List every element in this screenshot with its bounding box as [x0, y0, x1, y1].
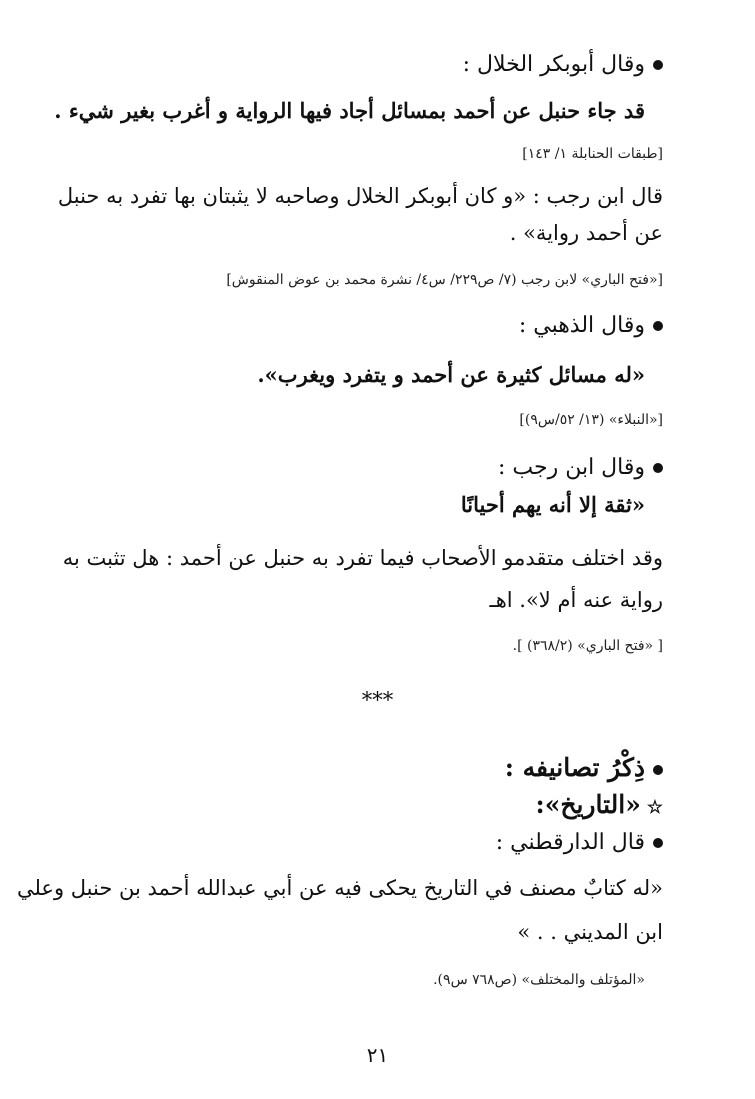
- bullet-dot-icon: [653, 321, 663, 331]
- dhahabi-heading: [86, 313, 663, 339]
- bullet-dot-icon: [653, 60, 663, 70]
- daraqutni-heading-text: قال الدارقطني :: [495, 830, 645, 855]
- ikhtilaf-line-2: رواية عنه أم لا». اهـ: [489, 588, 663, 612]
- khallal-heading-text: وقال أبوبكر الخلال :: [462, 52, 645, 77]
- bullet-dot-icon: [653, 765, 663, 775]
- page-number: ٢١: [366, 1043, 389, 1067]
- tasanif-heading-text: ذِكْرُ تصانيفه :: [504, 753, 645, 782]
- source-tabaqat: [طبقات الحنابلة ١/ ١٤٣]: [522, 146, 663, 162]
- daraqutni-heading: [86, 830, 663, 856]
- source-nubala: [«النبلاء» (١٣/ ٥٢/س٩)]: [519, 412, 663, 428]
- daraqutni-quote-line-1: «له كتابٌ مصنف في التاريخ يحكى فيه عن أبي عبدالله أحمد بن حنبل وعلي: [16, 876, 663, 900]
- tarikh-heading: [86, 790, 663, 820]
- source-fath-albari-1: [«فتح الباري» لابن رجب (٧/ ص٢٢٩/ س٤/ نشرة محمد بن عوض المنقوش]: [226, 272, 663, 288]
- ibn-rajab-quote-line-2: عن أحمد رواية» .: [509, 221, 663, 245]
- tasanif-heading: [86, 753, 663, 783]
- star-icon: ☆: [646, 797, 663, 818]
- bullet-dot-icon: [653, 838, 663, 848]
- khallal-quote: قد جاء حنبل عن أحمد بمسائل أجاد فيها الرواية و أغرب بغير شيء .: [54, 98, 645, 123]
- dhahabi-quote: «له مسائل كثيرة عن أحمد و يتفرد ويغرب».: [257, 362, 645, 387]
- ikhtilaf-line-1: وقد اختلف متقدمو الأصحاب فيما تفرد به حنبل عن أحمد : هل تثبت به: [62, 546, 663, 570]
- ibn-rajab-quote-line-1: قال ابن رجب : «و كان أبوبكر الخلال وصاحبه لا يثبتان بها تفرد به حنبل: [57, 184, 663, 208]
- ibn-rajab-heading-text: وقال ابن رجب :: [497, 455, 645, 480]
- source-fath-albari-2: [ «فتح الباري» (٣٦٨/٢) ].: [512, 638, 663, 654]
- section-separator: ***: [361, 688, 394, 712]
- dhahabi-heading-text: وقال الذهبي :: [518, 313, 645, 338]
- ibn-rajab-thiqa-quote: «ثقة إلا أنه يهم أحيانًا: [460, 492, 645, 517]
- source-mutalif: «المؤتلف والمختلف» (ص٧٦٨ س٩).: [433, 972, 645, 988]
- daraqutni-quote-line-2: ابن المديني . . »: [517, 920, 663, 944]
- bullet-dot-icon: [653, 463, 663, 473]
- khallal-heading: [86, 52, 663, 78]
- tarikh-heading-text: «التاريخ»:: [535, 790, 641, 819]
- ibn-rajab-heading: [86, 455, 663, 481]
